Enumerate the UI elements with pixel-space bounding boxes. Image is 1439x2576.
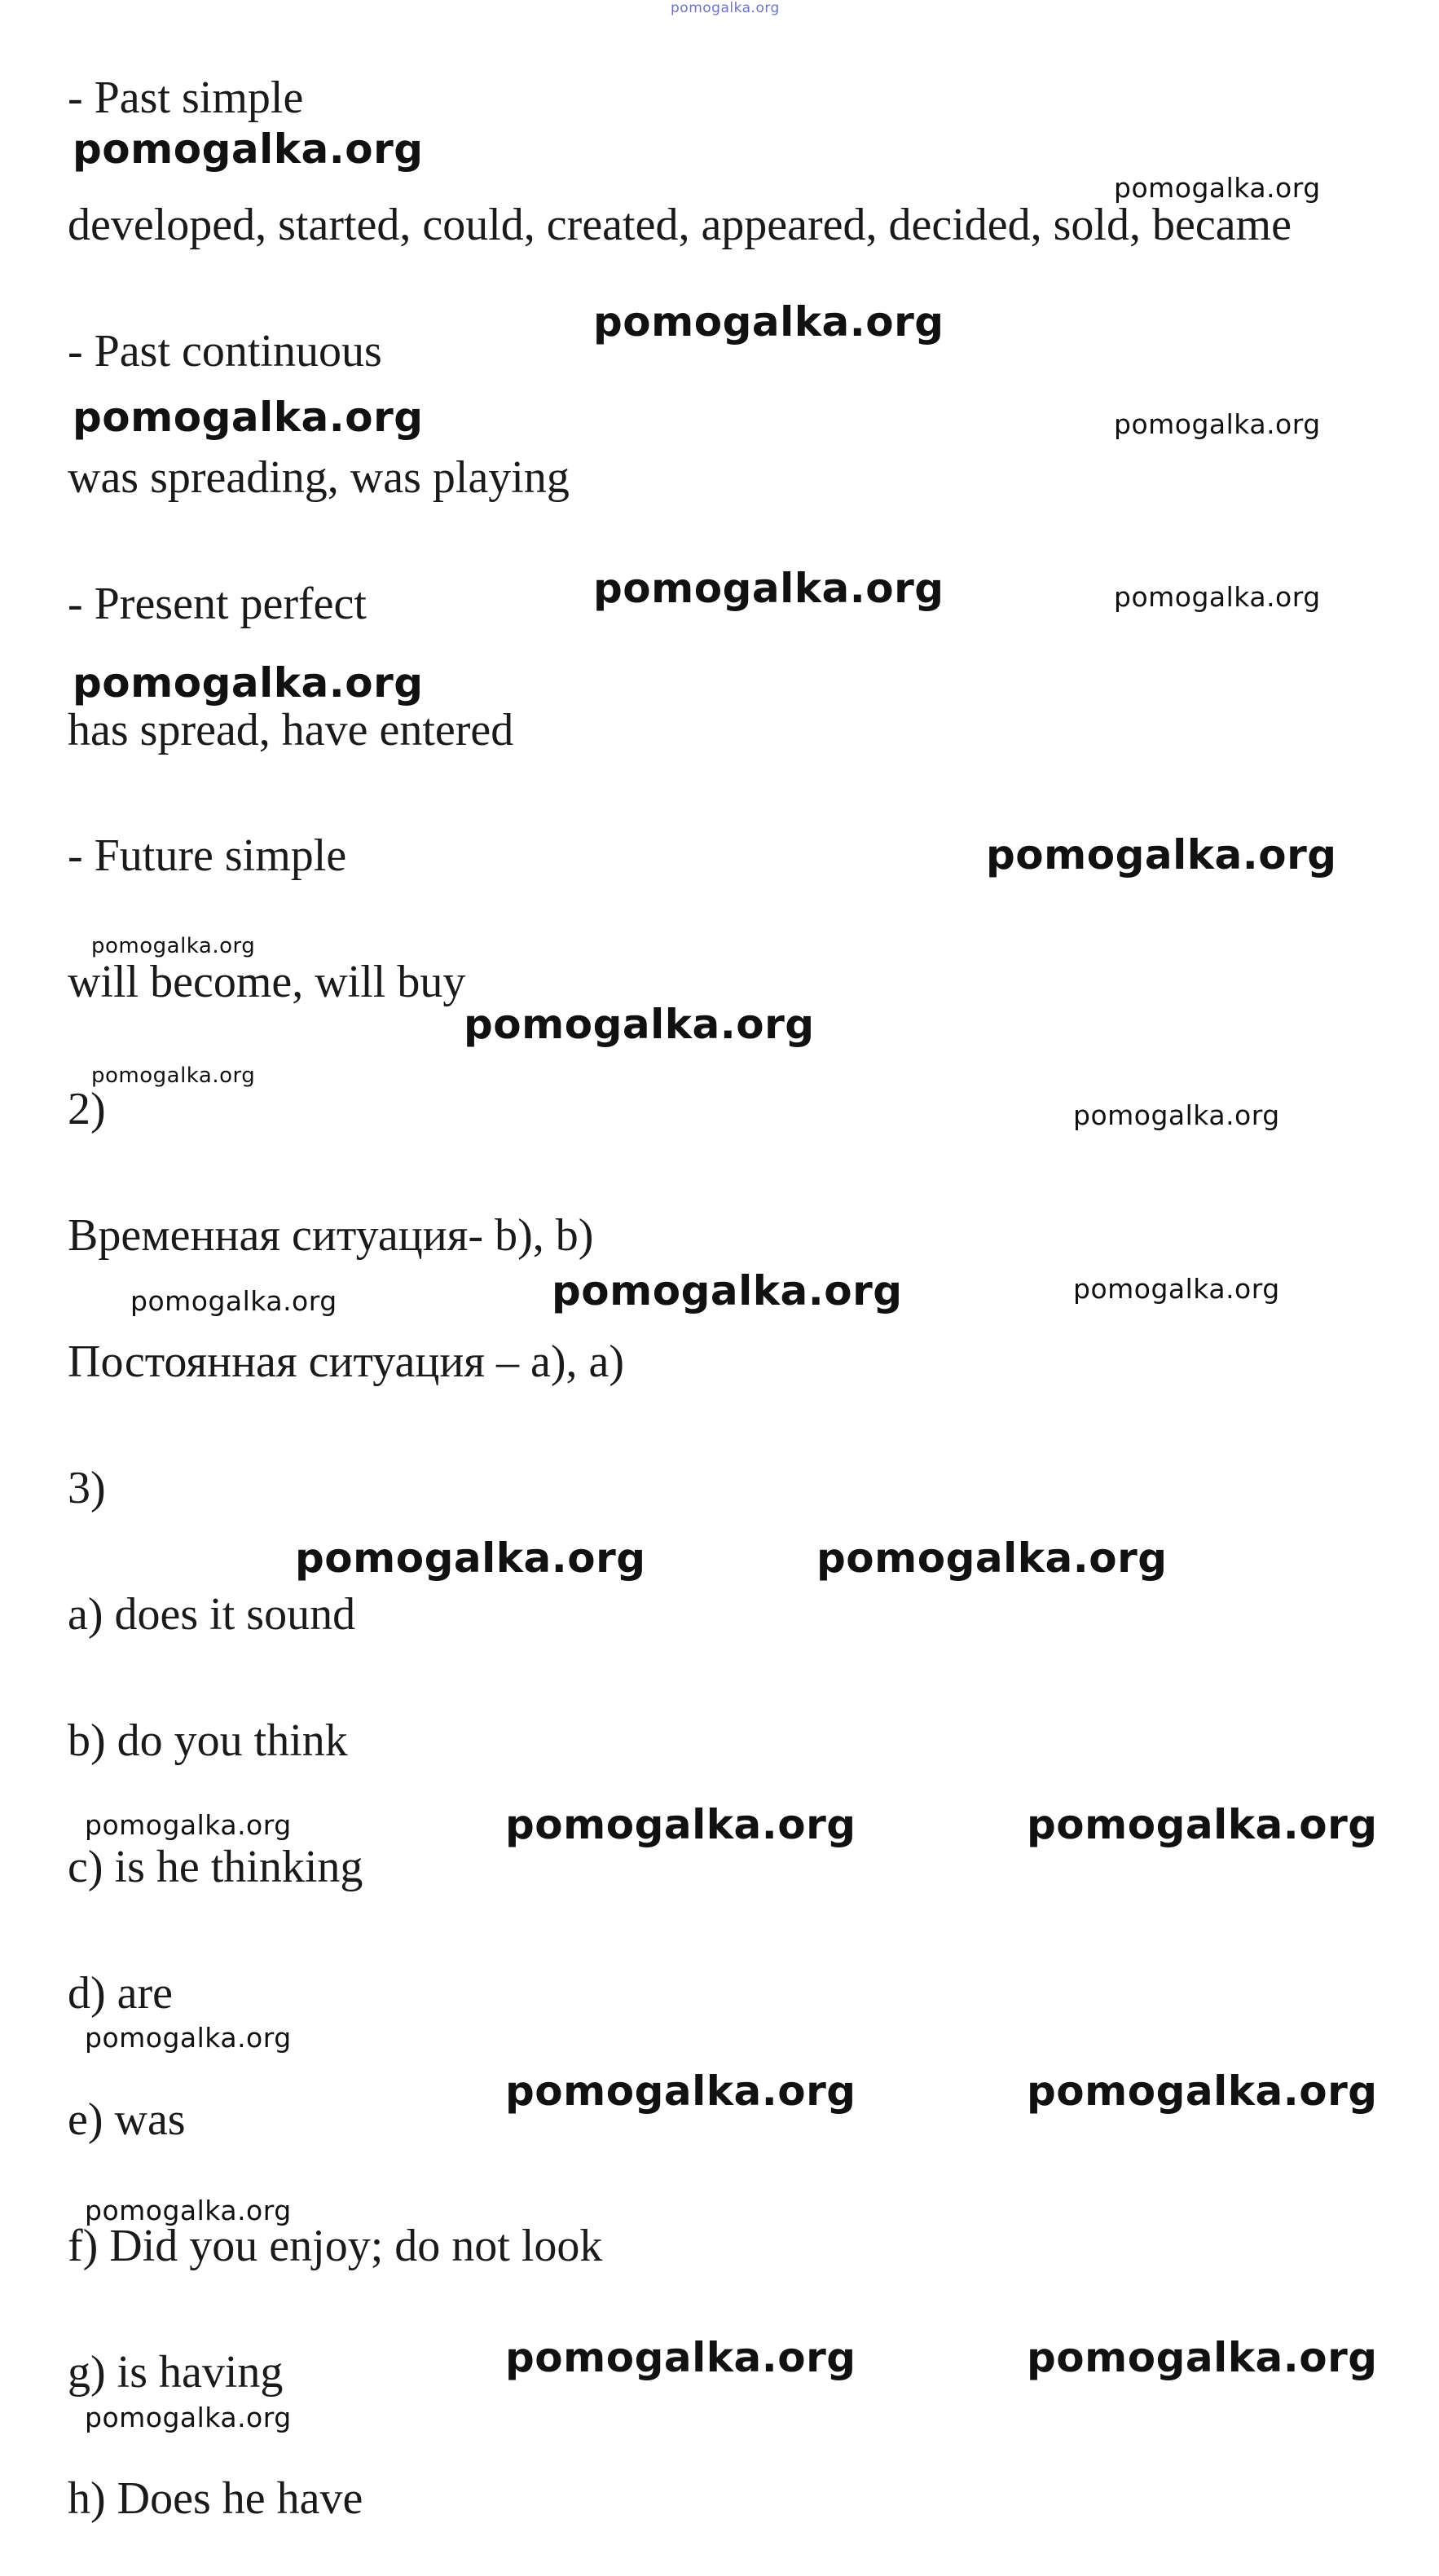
task3-item-h: h) Does he have bbox=[68, 2473, 363, 2524]
watermark: pomogalka.org bbox=[1073, 1273, 1280, 1305]
watermark: pomogalka.org bbox=[505, 1801, 856, 1848]
task3-item-b: b) do you think bbox=[68, 1715, 348, 1766]
watermark: pomogalka.org bbox=[85, 2022, 292, 2054]
watermark: pomogalka.org bbox=[1114, 581, 1321, 613]
watermark: pomogalka.org bbox=[85, 2402, 292, 2433]
watermark: pomogalka.org bbox=[986, 831, 1337, 878]
future-simple-answer: will become, will buy bbox=[68, 957, 466, 1007]
present-perfect-answer: has spread, have entered bbox=[68, 705, 514, 755]
watermark: pomogalka.org bbox=[73, 659, 424, 707]
watermark: pomogalka.org bbox=[73, 394, 424, 441]
task3-item-e: e) was bbox=[68, 2094, 186, 2145]
watermark: pomogalka.org bbox=[816, 1535, 1168, 1582]
task3-item-g: g) is having bbox=[68, 2347, 284, 2398]
watermark: pomogalka.org bbox=[1027, 2067, 1378, 2115]
past-simple-heading: - Past simple bbox=[68, 73, 304, 123]
watermark-top: pomogalka.org bbox=[671, 0, 780, 16]
watermark: pomogalka.org bbox=[85, 2195, 292, 2226]
watermark: pomogalka.org bbox=[1027, 1801, 1378, 1848]
task2-permanent: Постоянная ситуация – a), a) bbox=[68, 1336, 625, 1387]
watermark: pomogalka.org bbox=[593, 565, 944, 612]
watermark: pomogalka.org bbox=[505, 2067, 856, 2115]
watermark: pomogalka.org bbox=[91, 1063, 256, 1088]
past-simple-answer: developed, started, could, created, appeared, decided, sold, became bbox=[68, 200, 1292, 250]
watermark: pomogalka.org bbox=[1027, 2334, 1378, 2381]
watermark: pomogalka.org bbox=[73, 125, 424, 173]
watermark: pomogalka.org bbox=[1073, 1099, 1280, 1131]
task3-item-c: c) is he thinking bbox=[68, 1842, 363, 1892]
watermark: pomogalka.org bbox=[295, 1535, 646, 1582]
past-continuous-heading: - Past continuous bbox=[68, 326, 382, 376]
watermark: pomogalka.org bbox=[464, 1001, 815, 1048]
watermark: pomogalka.org bbox=[1114, 172, 1321, 204]
present-perfect-heading: - Present perfect bbox=[68, 579, 367, 629]
future-simple-heading: - Future simple bbox=[68, 830, 347, 881]
task3-number: 3) bbox=[68, 1463, 106, 1513]
past-continuous-answer: was spreading, was playing bbox=[68, 452, 570, 503]
task3-item-f: f) Did you enjoy; do not look bbox=[68, 2221, 603, 2271]
task2-number: 2) bbox=[68, 1084, 106, 1134]
watermark: pomogalka.org bbox=[505, 2334, 856, 2381]
watermark: pomogalka.org bbox=[552, 1267, 903, 1314]
watermark: pomogalka.org bbox=[130, 1285, 337, 1317]
watermark: pomogalka.org bbox=[593, 298, 944, 346]
task2-temporary: Временная ситуация- b), b) bbox=[68, 1210, 594, 1261]
watermark: pomogalka.org bbox=[91, 934, 256, 958]
task3-item-a: a) does it sound bbox=[68, 1589, 356, 1640]
task3-item-d: d) are bbox=[68, 1968, 174, 2019]
watermark: pomogalka.org bbox=[85, 1809, 292, 1841]
watermark: pomogalka.org bbox=[1114, 408, 1321, 440]
